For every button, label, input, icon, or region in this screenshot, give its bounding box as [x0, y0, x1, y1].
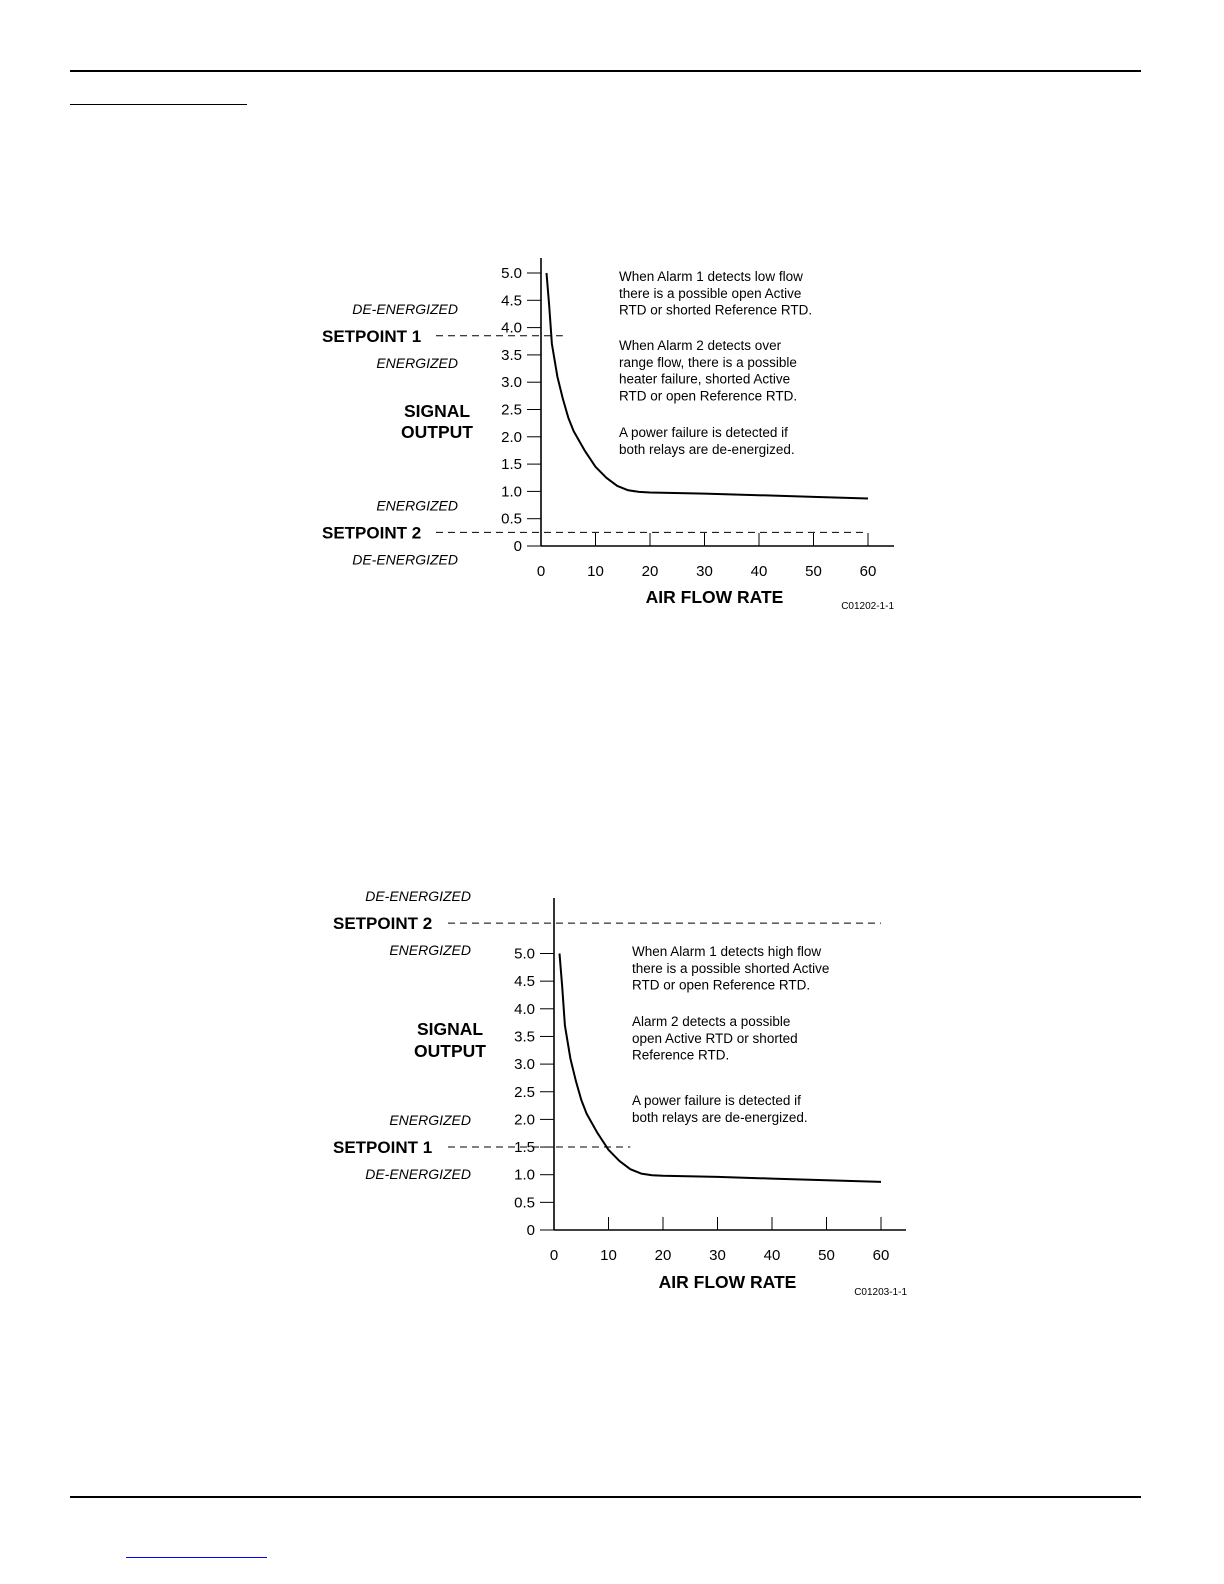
setpoint-label: SETPOINT 2: [322, 523, 422, 543]
y-tick-label: 0: [513, 538, 522, 555]
y-axis-title: OUTPUT: [414, 1041, 486, 1061]
annotation-text: open Active RTD or shorted: [632, 1030, 798, 1046]
y-tick-label: 4.0: [514, 1000, 535, 1018]
y-tick-label: 4.0: [501, 319, 522, 337]
y-tick-label: 0.5: [501, 510, 522, 528]
y-tick-label: 2.0: [501, 428, 522, 446]
y-tick-label: 1.0: [501, 483, 522, 501]
annotation-text: Alarm 2 detects a possible: [632, 1014, 791, 1029]
y-tick-label: 2.5: [514, 1083, 535, 1101]
footer-rule: [70, 1496, 1141, 1498]
annotation-text: both relays are de-energized.: [619, 441, 795, 457]
x-tick-label: 40: [763, 1247, 781, 1264]
y-tick-label: 5.0: [514, 945, 535, 963]
y-tick-label: 1.5: [514, 1139, 535, 1157]
x-axis-title: AIR FLOW RATE: [645, 587, 784, 607]
y-tick-label: 3.5: [501, 346, 522, 364]
state-label-above: ENERGIZED: [376, 497, 458, 514]
y-tick-label: 0: [526, 1222, 535, 1239]
annotation-text: RTD or open Reference RTD.: [619, 388, 798, 404]
y-tick-label: 1.0: [514, 1166, 535, 1184]
annotation-text: both relays are de-energized.: [632, 1109, 808, 1125]
x-tick-label: 40: [750, 563, 768, 580]
x-tick-label: 10: [600, 1247, 617, 1264]
x-tick-label: 20: [641, 563, 659, 580]
setpoint-label: SETPOINT 1: [333, 1138, 433, 1158]
y-tick-label: 5.0: [501, 265, 522, 282]
annotation-text: RTD or shorted Reference RTD.: [619, 302, 813, 318]
state-label-above: DE-ENERGIZED: [365, 888, 471, 905]
setpoint-label: SETPOINT 1: [322, 326, 422, 346]
annotation-text: RTD or open Reference RTD.: [632, 977, 811, 993]
state-label-below: DE-ENERGIZED: [352, 551, 458, 568]
annotation-text: When Alarm 1 detects low flow: [619, 269, 803, 284]
x-axis-title: AIR FLOW RATE: [658, 1272, 797, 1292]
figure-code: C01203-1-1: [854, 1287, 907, 1298]
y-tick-label: 4.5: [501, 292, 522, 310]
annotation-text: there is a possible shorted Active: [632, 960, 830, 976]
state-label-above: DE-ENERGIZED: [352, 300, 458, 317]
x-tick-label: 30: [696, 563, 713, 580]
y-tick-label: 0.5: [514, 1194, 535, 1212]
setpoint-label: SETPOINT 2: [333, 914, 433, 934]
x-tick-label: 60: [859, 563, 877, 580]
y-tick-label: 3.0: [514, 1056, 535, 1074]
state-label-below: DE-ENERGIZED: [365, 1166, 471, 1183]
y-axis-title: OUTPUT: [401, 422, 473, 442]
x-tick-label: 30: [709, 1247, 726, 1264]
x-tick-label: 0: [549, 1247, 559, 1264]
annotation-text: A power failure is detected if: [619, 425, 788, 440]
state-label-below: ENERGIZED: [376, 354, 458, 371]
annotation-text: there is a possible open Active: [619, 285, 802, 301]
y-axis-title: SIGNAL: [416, 1019, 484, 1039]
y-tick-label: 1.5: [501, 456, 522, 474]
annotation-text: heater failure, shorted Active: [619, 371, 791, 387]
y-tick-label: 2.0: [514, 1111, 535, 1129]
annotation-text: When Alarm 2 detects over: [619, 338, 782, 353]
state-label-above: ENERGIZED: [389, 1112, 471, 1129]
state-label-below: ENERGIZED: [389, 942, 471, 959]
annotation-text: A power failure is detected if: [632, 1093, 801, 1108]
annotation-text: When Alarm 1 detects high flow: [632, 944, 822, 959]
y-tick-label: 2.5: [501, 401, 522, 419]
y-tick-label: 4.5: [514, 973, 535, 991]
x-tick-label: 20: [654, 1247, 672, 1264]
x-tick-label: 10: [587, 563, 604, 580]
x-tick-label: 50: [805, 563, 822, 580]
x-tick-label: 60: [872, 1247, 890, 1264]
footer-link-underline[interactable]: [126, 1557, 267, 1558]
annotation-text: Reference RTD.: [632, 1047, 730, 1063]
annotation-text: range flow, there is a possible: [619, 354, 797, 370]
y-axis-title: SIGNAL: [403, 401, 471, 421]
figure-code: C01202-1-1: [841, 601, 894, 612]
x-tick-label: 50: [818, 1247, 835, 1264]
x-tick-label: 0: [536, 563, 546, 580]
y-tick-label: 3.0: [501, 374, 522, 392]
y-tick-label: 3.5: [514, 1028, 535, 1046]
